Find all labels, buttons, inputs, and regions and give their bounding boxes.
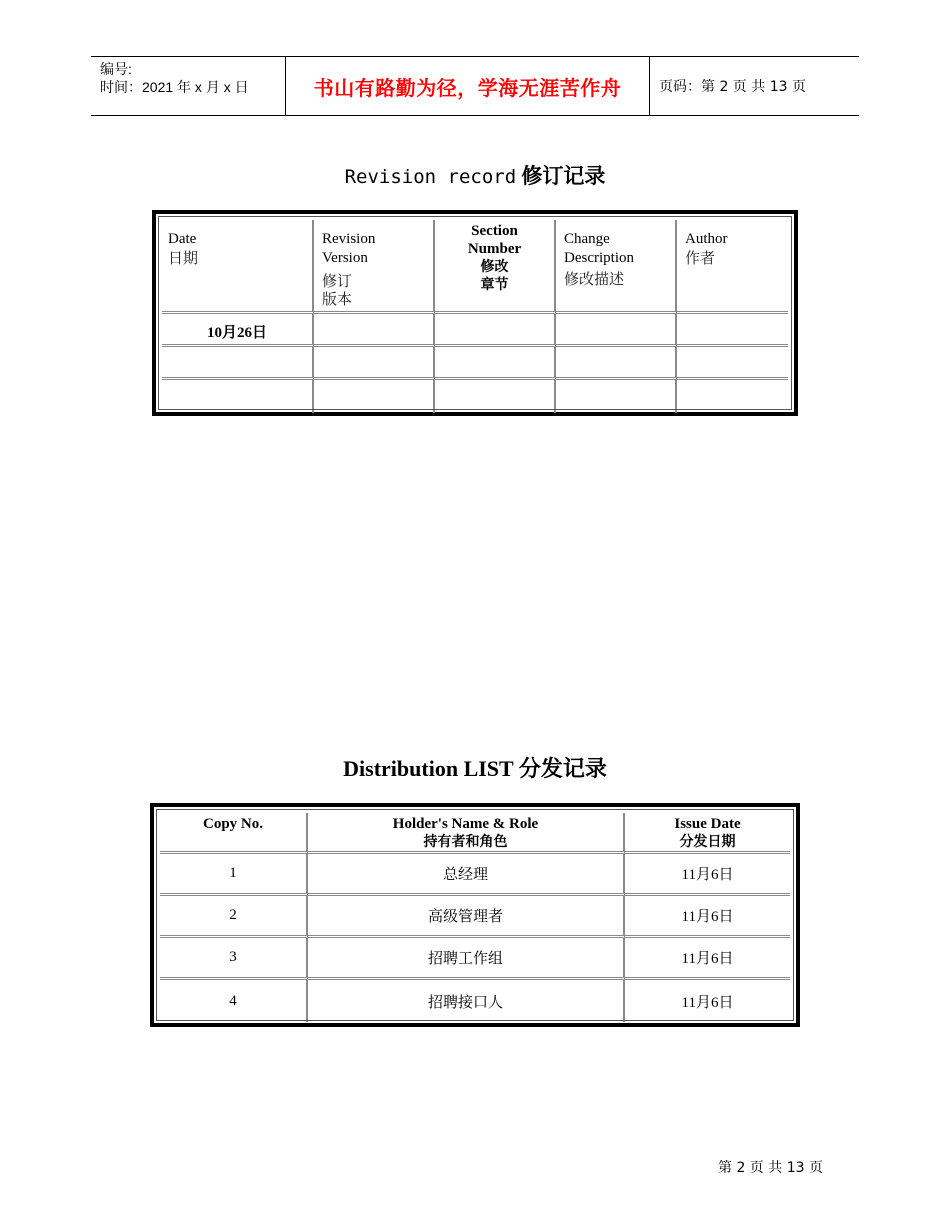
table-cell [556, 380, 677, 413]
table-cell [435, 347, 556, 380]
revision-record-title [0, 160, 950, 190]
table-cell [435, 380, 556, 413]
holder-cell: 招聘接口人 [308, 980, 625, 1022]
table-row [160, 896, 790, 938]
col-label-zh: 修改描述 [564, 270, 625, 288]
col-label-en: Section Number [467, 223, 522, 257]
revision-table [152, 210, 798, 416]
col-label-zh: 分发日期 [679, 834, 736, 850]
col-label-zh: 修改章节 [480, 259, 509, 293]
table-cell [314, 347, 435, 380]
table-row [162, 347, 788, 380]
holder-cell: 招聘工作组 [308, 938, 625, 980]
col-label-en: Issue Date [674, 816, 741, 832]
table-row [160, 854, 790, 896]
distribution-title-en: Distribution LIST [343, 756, 514, 781]
holder-cell: 高级管理者 [308, 896, 625, 938]
holder-cell: 总经理 [308, 854, 625, 896]
header-page-info: 页码：第 2 页 共 13 页 [659, 79, 806, 95]
table-cell [314, 380, 435, 413]
table-cell [677, 380, 788, 413]
issue-date-cell: 11月6日 [681, 994, 734, 1011]
col-label-en: Date [168, 231, 197, 247]
col-label-zh: 日期 [168, 249, 199, 267]
distribution-table-header [160, 813, 790, 854]
distribution-col-holder [308, 813, 625, 854]
document-number-label: 编号: [100, 61, 132, 77]
copy-number-cell: 1 [160, 854, 308, 896]
revision-col-author [677, 220, 788, 314]
col-label-en: Copy No. [202, 816, 263, 832]
revision-col-version [314, 220, 435, 314]
col-label-zh: 持有者和角色 [423, 834, 508, 850]
table-cell [556, 314, 677, 347]
copy-number-cell: 2 [160, 896, 308, 938]
col-label-zh: 修订版本 [322, 272, 353, 308]
issue-date-cell: 11月6日 [625, 854, 790, 896]
revision-col-description [556, 220, 677, 314]
revision-table-header [162, 220, 788, 314]
distribution-col-copy-no [160, 813, 308, 854]
table-cell: 10月26日 [162, 314, 314, 347]
table-cell [556, 347, 677, 380]
table-cell [162, 380, 314, 413]
table-cell [677, 314, 788, 347]
header-motto: 书山有路勤为径，学海无涯苦作舟 [286, 57, 650, 115]
col-label-zh: 作者 [685, 249, 716, 267]
table-cell [677, 347, 788, 380]
table-row [160, 980, 790, 1022]
revision-col-date [162, 220, 314, 314]
distribution-table [150, 803, 800, 1027]
distribution-col-issue-date [625, 813, 790, 854]
issue-date-cell: 11月6日 [625, 938, 790, 980]
table-cell [162, 347, 314, 380]
table-cell [314, 314, 435, 347]
col-label-en: Change Description [564, 231, 634, 266]
table-row [160, 938, 790, 980]
col-label-en: Holder's Name & Role [392, 816, 539, 832]
distribution-list-title [0, 752, 950, 783]
table-row [162, 380, 788, 413]
table-row [162, 314, 788, 347]
header-meta [91, 57, 286, 115]
copy-number-cell: 4 [160, 980, 308, 1022]
table-cell [435, 314, 556, 347]
copy-number-cell: 3 [160, 938, 308, 980]
issue-date-cell: 11月6日 [625, 896, 790, 938]
revision-col-section [435, 220, 556, 314]
page-header [91, 56, 859, 116]
col-label-en: Author [685, 231, 728, 247]
document-time-label: 时间：2021 年 x 月 x 日 [100, 79, 249, 95]
revision-title-en: Revision record [344, 166, 517, 188]
distribution-title-zh: 分发记录 [518, 757, 607, 782]
page-footer: 第 2 页 共 13 页 [718, 1160, 823, 1176]
revision-title-zh: 修订记录 [521, 164, 606, 188]
col-label-en: Revision Version [322, 231, 376, 266]
